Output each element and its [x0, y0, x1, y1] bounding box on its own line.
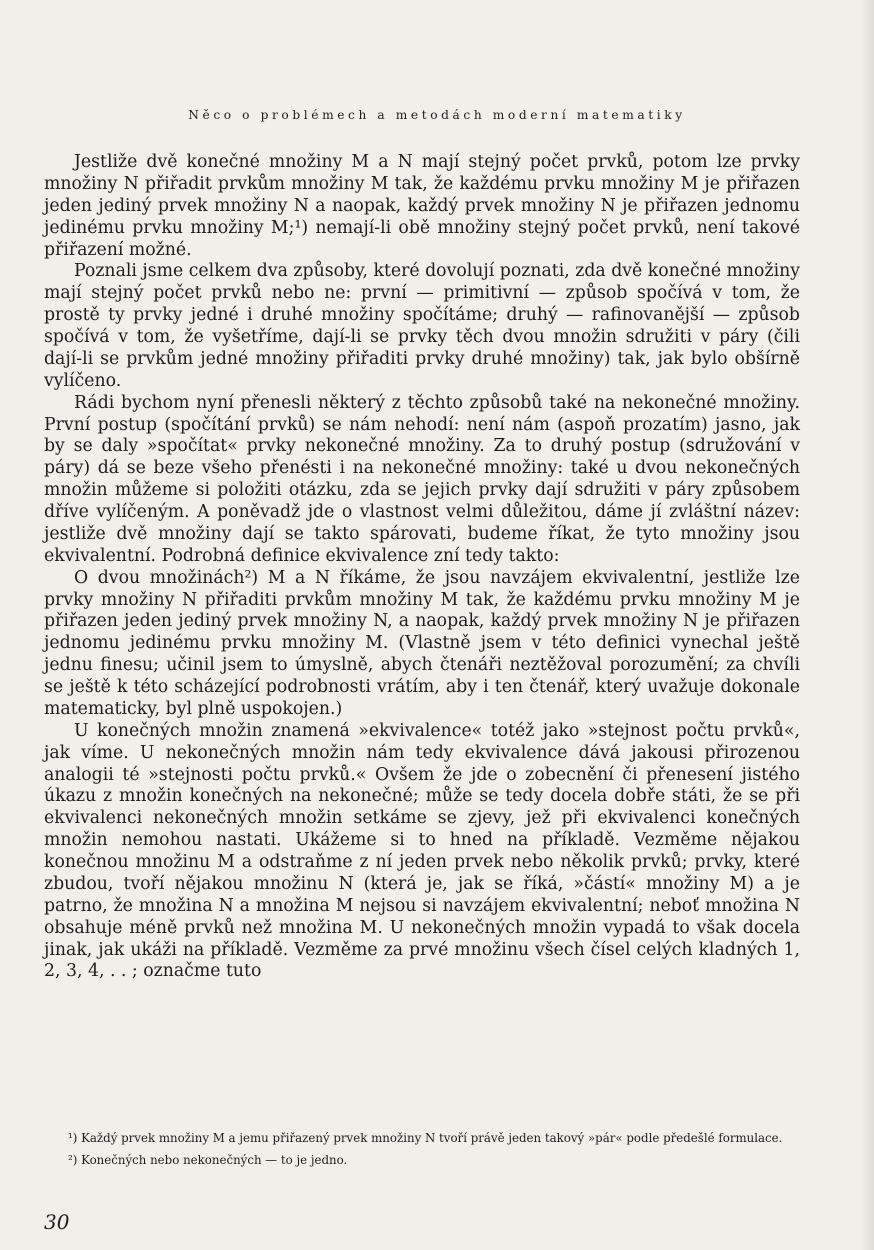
page-number: 30 — [44, 1210, 70, 1234]
footnote-2: ²) Konečných nebo nekonečných — to je jedno. — [68, 1152, 348, 1167]
running-head: Něco o problémech a metodách moderní matematiky — [188, 108, 686, 122]
footnotes — [44, 1130, 800, 1169]
page-edge-shadow — [860, 0, 874, 1250]
footnote-1: ¹) Každý prvek množiny M a jemu přiřazený prvek množiny N tvoří právě jeden takový »pár« podle předešlé formulace. — [68, 1131, 783, 1145]
paragraph-1: Jestliže dvě konečné množiny M a N mají stejný počet prvků, potom lze prvky množiny N přiřadit prvkům množiny M tak, že každému prvku množiny M je přiřazen jeden jediný prvek množiny N a naopak, každý prvek množiny N je přiřazen jednomu jedinému prvku množiny M;¹) nemají-li obě množiny stejný počet prvků, není takové přiřazení možné. — [44, 152, 800, 260]
paragraph-5: U konečných množin znamená »ekvivalence« totéž jako »stejnost počtu prvků«, jak víme. U nekonečných množin nám tedy ekvivalence dává jakousi přirozenou analogii té »stejnosti počtu prvků.« Ovšem že jde o zobecnění či přenesení jistého úkazu z množin konečných na nekonečné; může se tedy docela dobře státi, že se při ekvivalenci nekonečných množin setkáme se zjevy, jež při ekvivalenci konečných množin nemohou nastati. Ukážeme si to hned na příkladě. Vezměme nějakou konečnou množinu M a odstraňme z ní jeden prvek nebo několik prvků; prvky, které zbudou, tvoří nějakou množinu N (která je, jak se říká, »částí« množiny M) a je patrno, že množina N a množina M nejsou si navzájem ekvivalentní; neboť množina N obsahuje méně prvků než množina M. U nekonečných množin vypadá to však docela jinak, jak ukáži na příkladě. Vezměme za prvé množinu všech čísel celých kladných 1, 2, 3, 4, . . ; označme tuto — [44, 720, 800, 982]
paragraph-2: Poznali jsme celkem dva způsoby, které dovolují poznati, zda dvě konečné množiny mají stejný počet prvků nebo ne: první — primitivní — způsob spočívá v tom, že prostě ty prvky jedné i druhé množiny spočítáme; druhý — rafinovanější — způsob spočívá v tom, že vyšetříme, dají-li se prvky těch dvou množin sdružiti v páry (čili dají-li se prvkům jedné množiny přiřaditi prvky druhé množiny) tak, jak bylo obšírně vylíčeno. — [44, 261, 800, 391]
definition-paragraph: O dvou množinách²) M a N říkáme, že jsou navzájem ekvivalentní, jestliže lze prvky množiny N přiřaditi prvkům množiny M tak, že každému prvku množiny M je přiřazen jeden jediný prvek množiny N, a naopak, každý prvek množiny N je přiřazen jednomu jedinému prvku množiny M. (Vlastně jsem v této definici vynechal ještě jednu finesu; učinil jsem to úmyslně, abych čtenáři neztěžoval porozumění; za chvíli se ještě k této scházející podrobnosti vrátím, aby i ten čtenář, který uvažuje dokonale matematicky, byl plně uspokojen.) — [44, 567, 800, 719]
body-text — [44, 152, 800, 983]
paragraph-3: Rádi bychom nyní přenesli některý z těchto způsobů také na nekonečné množiny. První postup (spočítání prvků) se nám nehodí: není nám (aspoň prozatím) jasno, jak by se daly »spočítat« prvky nekonečné množiny. Za to druhý postup (sdružování v páry) dá se beze všeho přenésti i na nekonečné množiny: také u dvou nekonečných množin můžeme si položiti otázku, zda se jejich prvky dají sdružiti v páry způsobem dříve vylíčeným. A poněvadž jde o vlastnost velmi důležitou, dáme jí zvláštní název: jestliže dvě množiny dají se takto spárovati, budeme říkat, že tyto množiny jsou ekvivalentní. Podrobná definice ekvivalence zní tedy takto: — [44, 392, 800, 566]
